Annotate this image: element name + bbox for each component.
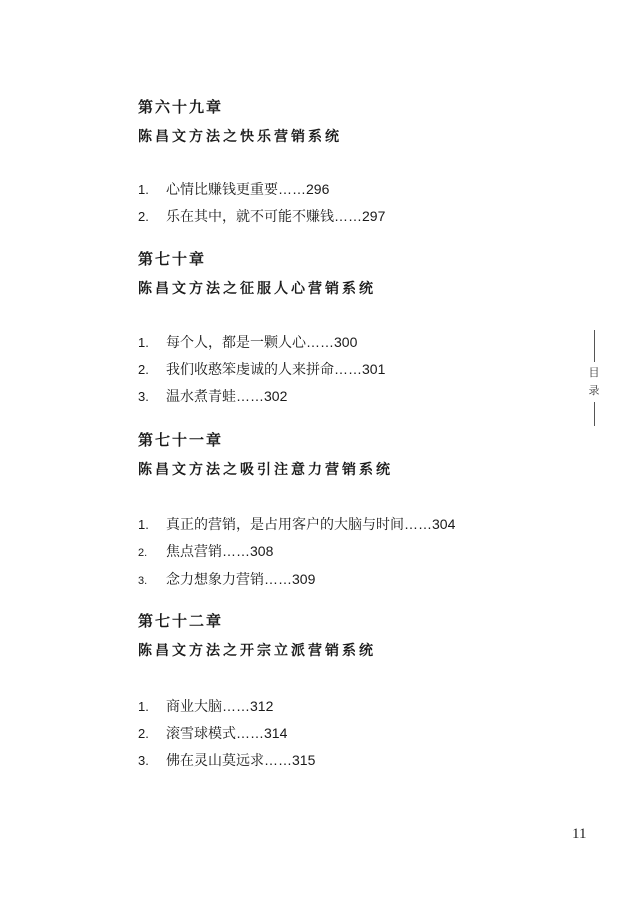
item-number: 1.	[138, 517, 149, 532]
item-number: 2.	[138, 547, 148, 559]
toc-item	[138, 747, 376, 774]
item-page: ……304	[404, 516, 456, 532]
item-title: 乐在其中，就不可能不赚钱	[166, 209, 334, 225]
chapter-title: 陈昌文方法之征服人心营销系统	[138, 281, 376, 297]
divider	[594, 330, 595, 362]
chapter-number: 第六十九章	[138, 98, 224, 116]
chapter-title: 陈昌文方法之快乐营销系统	[138, 129, 342, 145]
item-number: 3.	[138, 389, 149, 404]
item-number: 2.	[138, 362, 149, 377]
chapter-number: 第七十章	[138, 250, 207, 268]
item-page: ……315	[264, 752, 316, 768]
item-page: ……309	[264, 571, 316, 587]
toc-item	[138, 329, 385, 356]
item-page: ……314	[236, 725, 288, 741]
toc-list	[138, 693, 376, 774]
item-number: 2.	[138, 209, 149, 224]
toc-item	[138, 203, 385, 230]
chapter-title: 陈昌文方法之吸引注意力营销系统	[138, 462, 393, 478]
toc-item	[138, 538, 455, 566]
item-page: ……297	[334, 208, 386, 224]
toc-item	[138, 511, 455, 538]
toc-item	[138, 720, 376, 747]
chapter-title: 陈昌文方法之开宗立派营销系统	[138, 643, 376, 659]
toc-list	[138, 511, 455, 594]
divider	[594, 402, 595, 426]
item-title: 念力想象力营销	[166, 572, 264, 588]
item-page: ……302	[236, 388, 288, 404]
item-number: 3.	[138, 753, 149, 768]
item-number: 1.	[138, 335, 149, 350]
item-title: 温水煮青蛙	[166, 389, 236, 405]
toc-list	[138, 176, 385, 230]
chapter-70	[138, 250, 385, 410]
chapter-71	[138, 431, 455, 594]
chapter-72	[138, 612, 376, 774]
toc-item	[138, 566, 455, 594]
item-number: 3.	[138, 575, 148, 587]
toc-item	[138, 176, 385, 203]
toc-item	[138, 383, 385, 410]
item-page: ……296	[278, 181, 330, 197]
toc-item	[138, 693, 376, 720]
item-title: 佛在灵山莫远求	[166, 753, 264, 769]
item-page: ……300	[306, 334, 358, 350]
chapter-number: 第七十一章	[138, 431, 224, 449]
chapter-69	[138, 98, 385, 230]
item-number: 2.	[138, 726, 149, 741]
item-page: ……308	[222, 543, 274, 559]
toc-item	[138, 356, 385, 383]
page-number: 11	[572, 826, 587, 842]
item-page: ……312	[222, 698, 274, 714]
side-label-char: 录	[588, 384, 600, 397]
side-section-label	[586, 330, 602, 422]
item-title: 焦点营销	[166, 544, 222, 560]
item-number: 1.	[138, 182, 149, 197]
item-title: 我们收憨笨虔诚的人来拼命	[166, 362, 334, 378]
item-page: ……301	[334, 361, 386, 377]
side-label-char: 目	[588, 366, 600, 379]
toc-list	[138, 329, 385, 410]
item-title: 真正的营销，是占用客户的大脑与时间	[166, 517, 404, 533]
item-title: 每个人，都是一颗人心	[166, 335, 306, 351]
item-title: 心情比赚钱更重要	[166, 182, 278, 198]
item-title: 滚雪球模式	[166, 726, 236, 742]
item-number: 1.	[138, 699, 149, 714]
item-title: 商业大脑	[166, 699, 222, 715]
chapter-number: 第七十二章	[138, 612, 224, 630]
